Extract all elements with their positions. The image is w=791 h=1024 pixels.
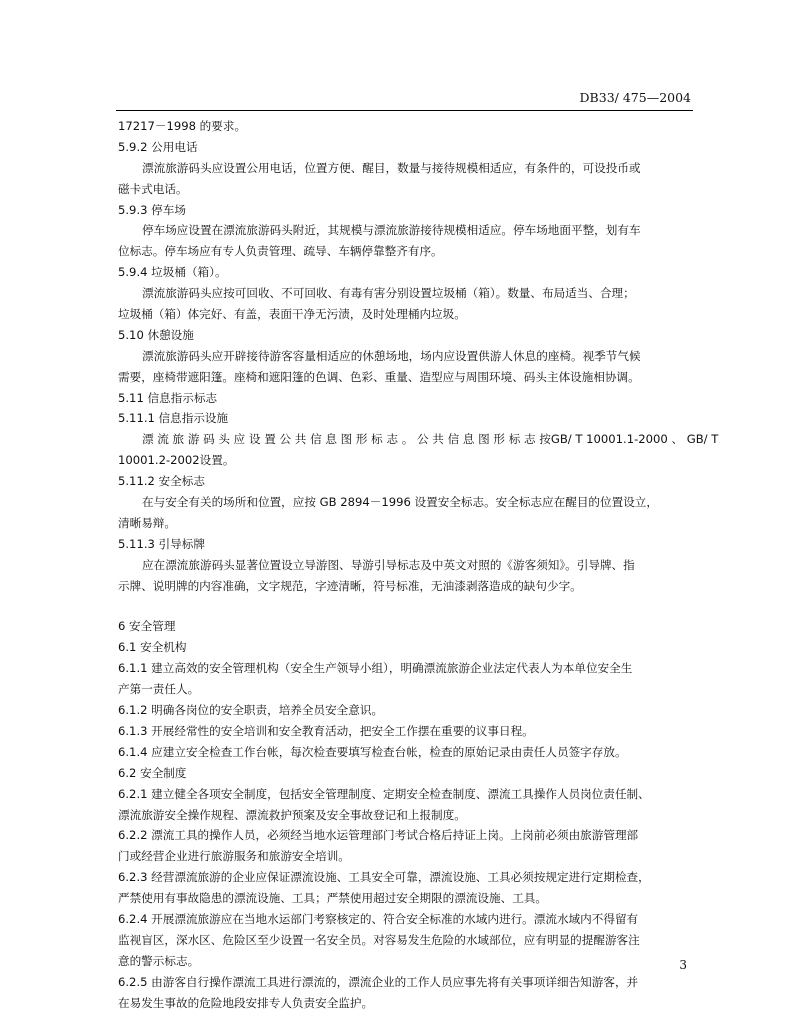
text-line: 6.1.1 建立高效的安全管理机构（安全生产领导小组），明确漂流旅游企业法定代表人为本单位安全生 [118, 661, 633, 676]
text-line: 6.1.2 明确各岗位的安全职责，培养全员安全意识。 [118, 703, 384, 718]
text-line: 17217－1998 的要求。 [118, 119, 247, 133]
text-line: 漂 流 旅 游 码 头 应 设 置 公 共 信 息 图 形 标 志 。 公 共 信 息 图 形 标 志 按GB/ T 10001.1-2000 、 GB/ T [142, 432, 719, 447]
text-line: 漂流旅游码头应设置公用电话，位置方便、醒目，数量与接待规模相适应，有条件的，可设投币或 [142, 160, 641, 175]
text-line: 6.2.2 漂流工具的操作人员，必须经当地水运管理部门考试合格后持证上岗。上岗前必须由旅游管理部 [118, 828, 639, 843]
text-line: 清晰易辩。 [118, 515, 176, 530]
text-line: 6.2.4 开展漂流旅游应在当地水运部门考察核定的、符合安全标准的水域内进行。漂流水域内不得留有 [118, 911, 639, 926]
text-line: 6.2 安全制度 [118, 765, 187, 780]
header-rule [116, 110, 693, 111]
text-line: 5.10 休憩设施 [118, 327, 194, 342]
text-line: 6.1.3 开展经常性的安全培训和安全教育活动，把安全工作摆在重要的议事日程。 [118, 723, 534, 738]
text-line: 示牌、说明牌的内容准确，文字规范，字迹清晰，符号标准，无油漆剥落造成的缺句少字。 [118, 578, 582, 593]
text-line: 6.2.3 经营漂流旅游的企业应保证漂流设施、工具安全可靠，漂流设施、工具必须按规定进行定期检查， [118, 870, 650, 885]
blank-line [118, 596, 688, 616]
page-number: 3 [679, 958, 687, 972]
text-line: 监视盲区，深水区、危险区至少设置一名安全员。对容易发生危险的水域部位，应有明显的提醒游客注 [118, 932, 640, 947]
text-line: 漂流旅游安全操作规程、漂流救护预案及安全事故登记和上报制度。 [118, 807, 466, 822]
text-line: 应在漂流旅游码头显著位置设立导游图、导游引导标志及中英文对照的《游客须知》。引导牌、指 [142, 557, 635, 572]
text-line: 在与安全有关的场所和位置，应按 GB 2894－1996 设置安全标志。安全标志应在醒目的位置设立， [142, 495, 658, 510]
text-line: 5.9.2 公用电话 [118, 139, 198, 154]
text-line: 5.11.3 引导标牌 [118, 536, 205, 551]
text-line: 位标志。停车场应有专人负责管理、疏导、车辆停靠整齐有序。 [118, 244, 443, 259]
document-body [118, 116, 719, 1013]
document-code: DB33/ 475—2004 [579, 90, 691, 105]
text-line: 磁卡式电话。 [118, 181, 188, 196]
text-line: 5.11 信息指示标志 [118, 390, 218, 405]
text-line: 5.11.1 信息指示设施 [118, 411, 229, 426]
text-line: 6.2.5 由游客自行操作漂流工具进行漂流的，漂流企业的工作人员应事先将有关事项详细告知游客，并 [118, 974, 639, 989]
text-line: 停车场应设置在漂流旅游码头附近，其规模与漂流旅游接待规模相适应。停车场地面平整，划有车 [142, 223, 641, 238]
text-line: 门或经营企业进行旅游服务和旅游安全培训。 [118, 849, 350, 864]
text-line: 漂流旅游码头应按可回收、不可回收、有毒有害分别设置垃圾桶（箱）。数量、布局适当、合理； [142, 286, 635, 301]
text-line: 6 安全管理 [118, 619, 176, 634]
text-line: 意的警示标志。 [118, 953, 200, 968]
text-line: 严禁使用有事故隐患的漂流设施、工具；严禁使用超过安全期限的漂流设施、工具。 [118, 891, 547, 906]
text-line: 6.1 安全机构 [118, 640, 187, 655]
text-line: 6.2.1 建立健全各项安全制度，包括安全管理制度、定期安全检查制度、漂流工具操作人员岗位责任制、 [118, 786, 650, 801]
text-line: 漂流旅游码头应开辟接待游客容量相适应的休憩场地，场内应设置供游人休息的座椅。视季节气候 [142, 348, 641, 363]
text-line: 5.9.3 停车场 [118, 202, 186, 217]
text-line: 5.11.2 安全标志 [118, 474, 205, 489]
text-line: 6.1.4 应建立安全检查工作台帐，每次检查要填写检查台帐，检查的原始记录由责任人员签字存放。 [118, 744, 627, 759]
text-line: 垃圾桶（箱）体完好、有盖，表面干净无污渍，及时处理桶内垃圾。 [118, 307, 466, 322]
text-line: 5.9.4 垃圾桶（箱）。 [118, 265, 227, 280]
text-line: 产第一责任人。 [118, 682, 200, 697]
text-line: 需要，座椅带遮阳篷。座椅和遮阳篷的色调、色彩、重量、造型应与周围环境、码头主体设施相协调。 [118, 369, 640, 384]
text-line: 在易发生事故的危险地段安排专人负责安全监护。 [118, 995, 374, 1010]
text-line: 10001.2-2002设置。 [118, 453, 235, 468]
